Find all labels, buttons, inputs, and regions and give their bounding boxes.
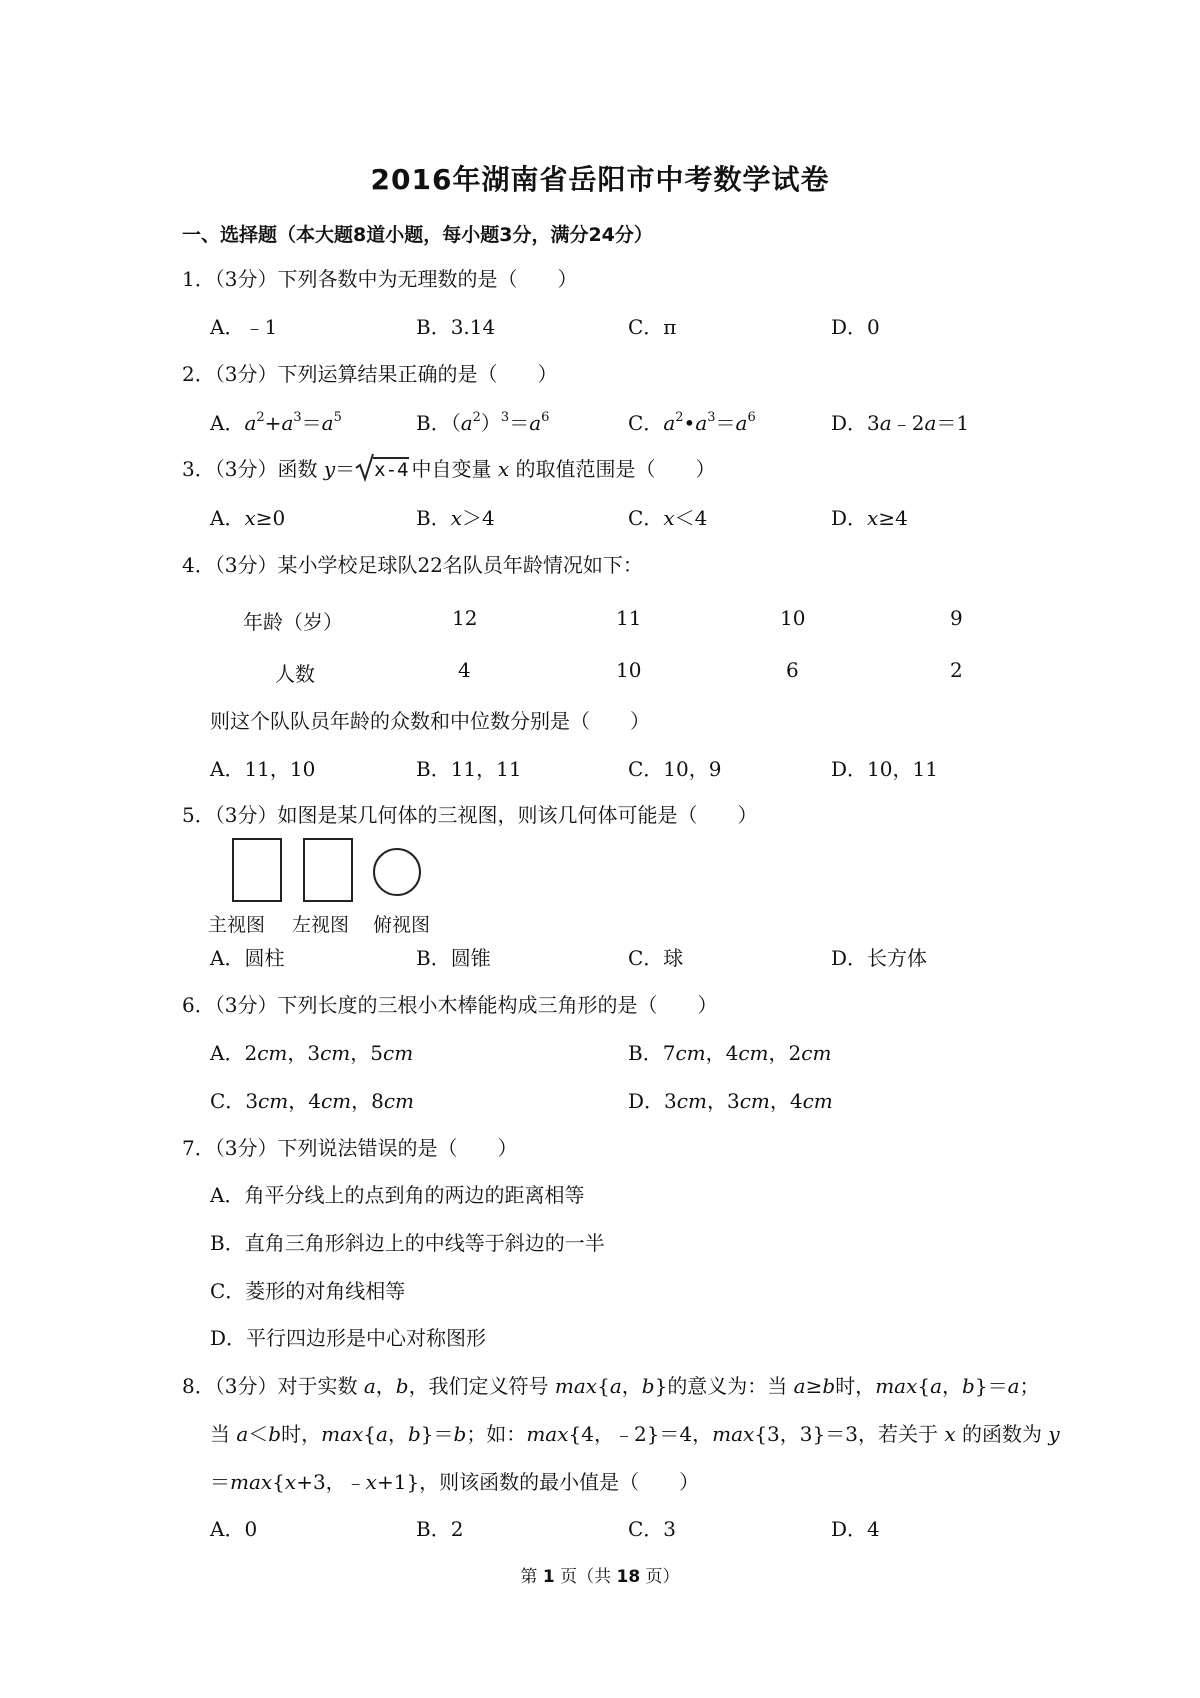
table-cell: 4 [458,658,471,682]
square-root-expression: x-4 [355,456,409,482]
question-6-stem: 6．（3分）下列长度的三根小木棒能构成三角形的是（ ） [182,993,718,1017]
top-view-circle [373,848,421,896]
q7-option-a: A．角平分线上的点到角的两边的距离相等 [210,1183,585,1207]
question-1-stem: 1．（3分）下列各数中为无理数的是（ ） [182,267,578,291]
q1-option-c: C．π [628,315,677,339]
table-cell: 12 [452,606,478,630]
question-8-line-1: 8．（3分）对于实数 a，b，我们定义符号 max{a，b}的意义为：当 a≥b时，max{a，b}＝a； [182,1374,1040,1398]
question-8-line-2: 当 a＜b时，max{a，b}＝b；如：max{4，﹣2}＝4，max{3，3}＝3，若关于 x 的函数为 y [210,1422,1060,1446]
q8-option-d: D．4 [831,1517,880,1541]
q4-option-c: C．10，9 [628,757,722,781]
page-footer: 第 1 页（共 18 页） [520,1567,680,1587]
radical-sign-icon [355,450,375,482]
q5-option-d: D．长方体 [831,946,928,970]
page-title: 2016年湖南省岳阳市中考数学试卷 [370,163,830,196]
q7-option-d: D．平行四边形是中心对称图形 [210,1326,487,1350]
q3-option-c: C．x＜4 [628,506,708,530]
question-3-stem: 3．（3分）函数 y＝ x-4 中自变量 x 的取值范围是（ ） [182,456,715,482]
q8-option-c: C．3 [628,1517,677,1541]
q6-option-c: C．3cm，4cm，8cm [210,1089,415,1113]
table-cell: 11 [616,606,642,630]
q5-option-b: B．圆锥 [416,946,491,970]
table-cell: 6 [786,658,799,682]
front-view-rectangle [232,838,282,902]
q5-option-c: C．球 [628,946,684,970]
side-view-rectangle [303,838,353,902]
q6-option-b: B．7cm，4cm，2cm [628,1041,832,1065]
q1-option-a: A．﹣1 [210,315,278,339]
side-view-label: 左视图 [292,914,350,936]
table-header-age: 年龄（岁） [243,610,343,634]
q6-option-a: A．2cm，3cm，5cm [210,1041,414,1065]
question-8-line-3: ＝max{x+3，﹣x+1}，则该函数的最小值是（ ） [210,1470,700,1494]
front-view-label: 主视图 [208,914,266,936]
q6-option-d: D．3cm，3cm，4cm [628,1089,833,1113]
q4-option-d: D．10，11 [831,757,938,781]
question-2-stem: 2．（3分）下列运算结果正确的是（ ） [182,362,558,386]
q8-option-b: B．2 [416,1517,464,1541]
q3-option-a: A．x≥0 [210,506,286,530]
question-5-stem: 5．（3分）如图是某几何体的三视图，则该几何体可能是（ ） [182,803,758,827]
q2-option-c: C．$a^2•a^3=a^6$ [628,410,756,435]
question-7-stem: 7．（3分）下列说法错误的是（ ） [182,1136,518,1160]
section-heading: 一、选择题（本大题8道小题，每小题3分，满分24分） [182,224,653,246]
table-cell: 2 [950,658,963,682]
top-view-label: 俯视图 [373,914,431,936]
q1-option-d: D．0 [831,315,880,339]
q7-option-b: B．直角三角形斜边上的中线等于斜边的一半 [210,1231,605,1255]
table-cell: 9 [950,606,963,630]
q5-option-a: A．圆柱 [210,946,285,970]
q2-option-b: B．$(a^2)^3=a^6$ [416,410,550,435]
total-page-count: 18 [616,1567,641,1587]
q1-option-b: B．3.14 [416,315,496,339]
q2-option-a: A．$a^2+a^3=a^5$ [210,410,342,435]
table-cell: 10 [780,606,806,630]
table-cell: 10 [616,658,642,682]
current-page-number: 1 [542,1567,555,1587]
q2-option-d: D．3a﹣2a＝1 [831,411,970,435]
three-view-figure [208,838,448,938]
question-4-follow: 则这个队队员年龄的众数和中位数分别是（ ） [210,709,650,733]
q8-option-a: A．0 [210,1517,258,1541]
question-4-stem: 4．（3分）某小学校足球队22名队员年龄情况如下： [182,553,643,577]
q4-option-b: B．11，11 [416,757,522,781]
table-header-count: 人数 [275,662,315,686]
q3-option-d: D．x≥4 [831,506,908,530]
q7-option-c: C．菱形的对角线相等 [210,1279,406,1303]
q4-option-a: A．11，10 [210,757,316,781]
q3-option-b: B．x＞4 [416,506,495,530]
